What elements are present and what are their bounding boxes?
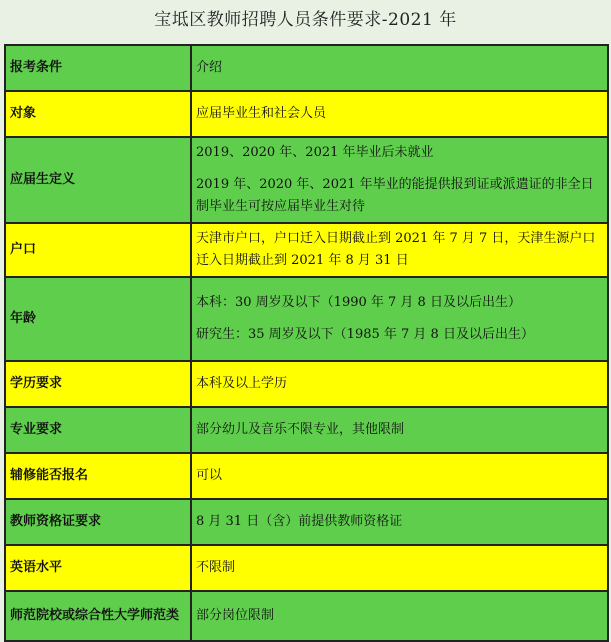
row-content-line: 天津市户口，户口迁入日期截止到 2021 年 7 月 7 日，天津生源户口迁入日期截止到 2021 年 8 月 31 日 [196,231,596,268]
row-label: 专业要求 [5,407,191,453]
row-label: 教师资格证要求 [5,499,191,545]
row-label: 应届生定义 [5,137,191,223]
row-content [191,277,608,361]
row-content [191,361,608,407]
row-content-line: 本科及以上学历 [196,376,288,391]
row-content-line: 8 月 31 日（含）前提供教师资格证 [196,514,403,529]
table-row-graduate-definition [5,137,608,223]
table-row-age [5,277,608,361]
row-content-line: 本科：30 周岁及以下（1990 年 7 月 8 日及以后出生） [196,295,521,310]
row-content-line: 部分幼儿及音乐不限专业，其他限制 [196,422,405,437]
row-content [191,499,608,545]
row-content-line: 研究生：35 周岁及以下（1985 年 7 月 8 日及以后出生） [196,327,534,342]
page-title: 宝坻区教师招聘人员条件要求-2021 年 [154,10,457,30]
row-label: 师范院校或综合性大学师范类 [5,591,191,641]
row-content [191,407,608,453]
row-content-line: 不限制 [196,560,236,575]
table-row-certificate [5,499,608,545]
row-label: 户口 [5,223,191,277]
row-content [191,223,608,277]
table-row-education [5,361,608,407]
requirements-table [4,44,609,642]
table-row-major [5,407,608,453]
row-content [191,91,608,137]
table-row-target [5,91,608,137]
row-label: 英语水平 [5,545,191,591]
row-content [191,45,608,91]
row-label: 学历要求 [5,361,191,407]
row-content [191,545,608,591]
row-content [191,453,608,499]
row-content-line: 2019、2020 年、2021 年毕业后未就业 [196,145,434,160]
table-row-normal-university [5,591,608,641]
row-content-line: 介绍 [196,60,223,75]
row-content-line: 2019 年、2020 年、2021 年毕业的能提供报到证或派遣证的非全日制毕业生可按应届毕业生对待 [196,177,594,214]
row-content-line: 应届毕业生和社会人员 [196,106,327,121]
row-content-line: 可以 [196,468,223,483]
row-label: 辅修能否报名 [5,453,191,499]
table-row-english [5,545,608,591]
row-content [191,137,608,223]
table-row-header [5,45,608,91]
row-label: 年龄 [5,277,191,361]
row-label: 报考条件 [5,45,191,91]
table-row-minor [5,453,608,499]
row-content-line: 部分岗位限制 [196,608,275,623]
table-row-hukou [5,223,608,277]
row-content [191,591,608,641]
row-label: 对象 [5,91,191,137]
